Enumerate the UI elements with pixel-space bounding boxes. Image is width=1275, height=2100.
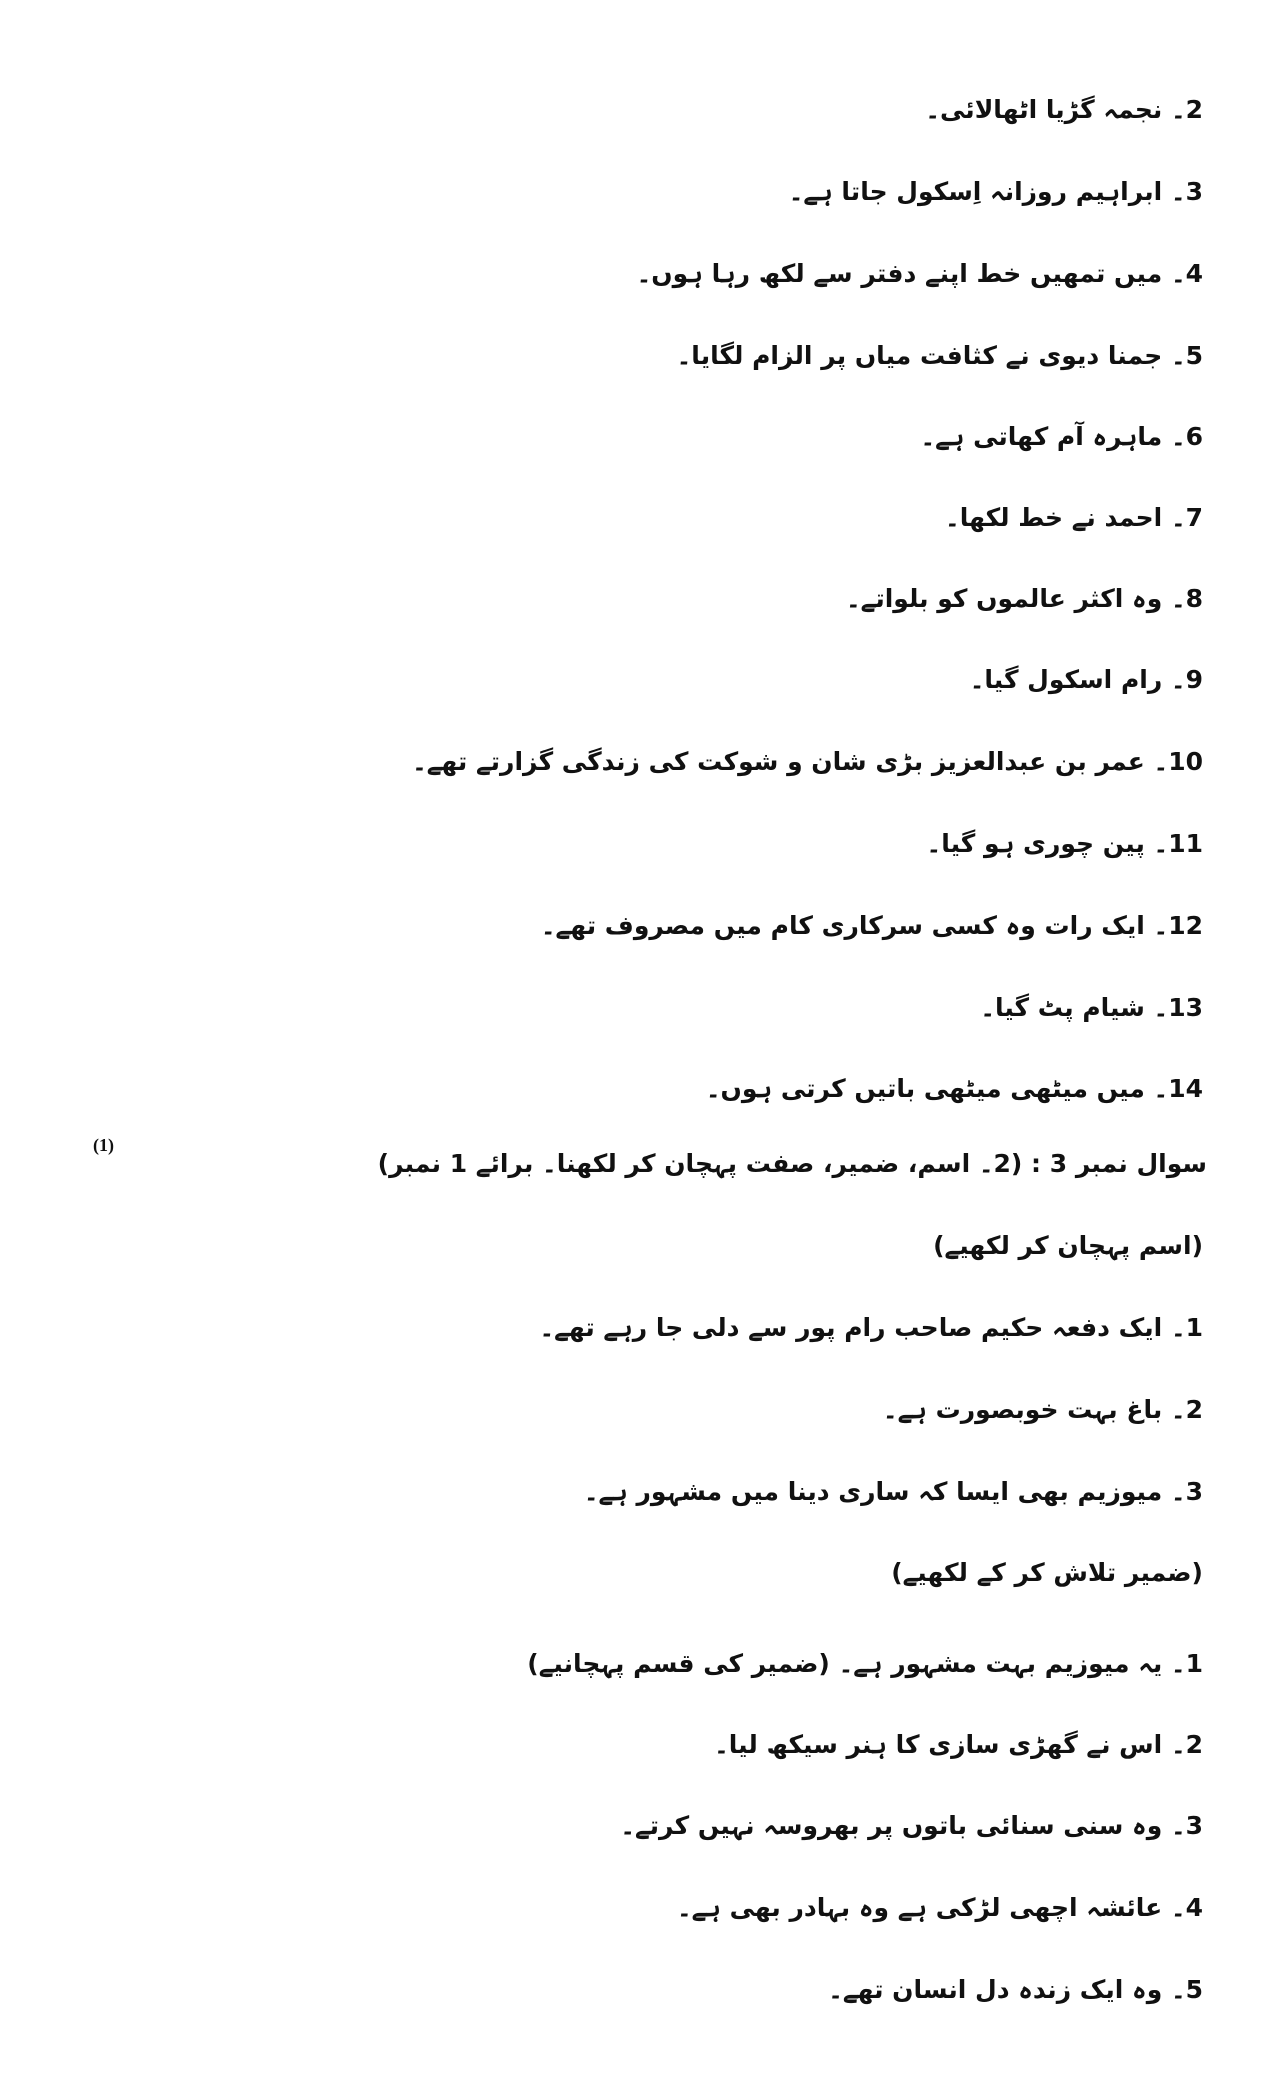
pronoun-item-1: 1۔ یہ میوزیم بہت مشہور ہے۔ (ضمیر کی قسم پہچانیے) (527, 1649, 1203, 1678)
sentence-7: 7۔ احمد نے خط لکھا۔ (945, 503, 1203, 532)
pronoun-item-3: 3۔ وہ سنی سنائی باتوں پر بھروسہ نہیں کرتے۔ (620, 1811, 1203, 1840)
pronoun-item-2: 2۔ اس نے گھڑی سازی کا ہنر سیکھ لیا۔ (714, 1730, 1203, 1759)
noun-item-2: 2۔ باغ بہت خوبصورت ہے۔ (882, 1395, 1203, 1424)
pronoun-item-4: 4۔ عائشہ اچھی لڑکی ہے وہ بہادر بھی ہے۔ (676, 1893, 1203, 1922)
sentence-6: 6۔ ماہرہ آم کھاتی ہے۔ (920, 422, 1203, 451)
sentence-10: 10۔ عمر بن عبدالعزیز بڑی شان و شوکت کی زندگی گزارتے تھے۔ (412, 747, 1203, 776)
noun-item-3: 3۔ میوزیم بھی ایسا کہ ساری دینا میں مشہور ہے۔ (583, 1477, 1203, 1506)
question-3-heading: سوال نمبر 3 : (2۔ اسم، ضمیر، صفت پہچان کر لکھنا۔ برائے 1 نمبر) (377, 1149, 1207, 1178)
sentence-12: 12۔ ایک رات وہ کسی سرکاری کام میں مصروف تھے۔ (540, 911, 1203, 940)
noun-instruction: (اسم پہچان کر لکھیے) (933, 1231, 1203, 1260)
sentence-14: 14۔ میں میٹھی میٹھی باتیں کرتی ہوں۔ (705, 1074, 1203, 1103)
sentence-2: 2۔ نجمہ گڑیا اٹھالائی۔ (925, 95, 1203, 124)
sentence-11: 11۔ پین چوری ہو گیا۔ (926, 829, 1203, 858)
sentence-4: 4۔ میں تمھیں خط اپنے دفتر سے لکھ رہا ہوں۔ (636, 259, 1203, 288)
question-3-marks: (1) (93, 1135, 114, 1155)
pronoun-instruction: (ضمیر تلاش کر کے لکھیے) (891, 1558, 1203, 1587)
noun-item-1: 1۔ ایک دفعہ حکیم صاحب رام پور سے دلی جا رہے تھے۔ (539, 1313, 1203, 1342)
sentence-9: 9۔ رام اسکول گیا۔ (969, 665, 1203, 694)
sentence-5: 5۔ جمنا دیوی نے کثافت میاں پر الزام لگایا۔ (676, 341, 1203, 370)
sentence-3: 3۔ ابراہیم روزانہ اِسکول جاتا ہے۔ (788, 177, 1203, 206)
sentence-13: 13۔ شیام پٹ گیا۔ (980, 993, 1203, 1022)
pronoun-item-5: 5۔ وہ ایک زندہ دل انسان تھے۔ (828, 1975, 1203, 2004)
sentence-8: 8۔ وہ اکثر عالموں کو بلواتے۔ (846, 584, 1203, 613)
